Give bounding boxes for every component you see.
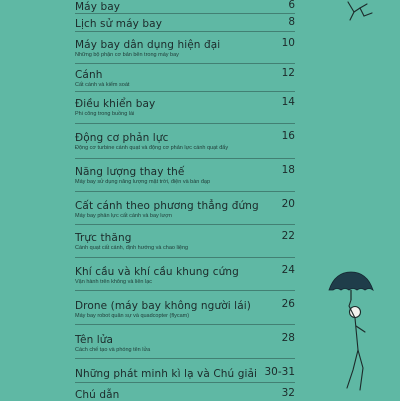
- entry-subtitle: Cách chế tạo và phóng tên lửa: [75, 347, 151, 353]
- entry-subtitle: Máy bay robot quân sự và quadcopter (flycam): [75, 313, 190, 319]
- toc-entry[interactable]: [75, 332, 295, 354]
- entry-title: Drone (máy bay không người lái): [75, 300, 251, 312]
- entry-title: Lịch sử máy bay: [75, 18, 163, 30]
- entry-page-number: 10: [281, 37, 295, 49]
- toc-entry[interactable]: [75, 366, 295, 378]
- entry-page-number: 32: [281, 387, 295, 399]
- toc-entry[interactable]: [75, 67, 295, 89]
- entry-page-number: 6: [288, 0, 295, 11]
- entry-page-number: 16: [281, 130, 295, 142]
- toc-entry[interactable]: [75, 387, 295, 399]
- entry-subtitle: Vận hành trên không và liên lạc: [75, 279, 153, 285]
- divider: [75, 382, 295, 383]
- divider: [75, 324, 295, 325]
- entry-title: Những phát minh kì lạ và Chú giải: [75, 368, 258, 380]
- divider: [75, 257, 295, 258]
- divider: [75, 290, 295, 291]
- stick-figure-falling-icon: [338, 0, 378, 26]
- entry-page-number: 22: [281, 230, 295, 242]
- entry-page-number: 18: [281, 164, 295, 176]
- table-of-contents: [75, 0, 295, 400]
- toc-entry[interactable]: [75, 0, 295, 11]
- toc-entry[interactable]: [75, 16, 295, 28]
- entry-subtitle: Động cơ turbine cánh quạt và động cơ phản lực cánh quạt đẩy: [75, 145, 229, 151]
- entry-title: Cánh: [75, 69, 103, 81]
- entry-title: Năng lượng thay thế: [75, 166, 185, 178]
- divider: [75, 158, 295, 159]
- toc-entry[interactable]: [75, 37, 295, 59]
- entry-subtitle: Phi công trong buồng lái: [75, 111, 135, 117]
- entry-subtitle: Máy bay sử dụng năng lượng mặt trời, điện và bàn đạp: [75, 179, 211, 185]
- entry-title: Máy bay dân dụng hiện đại: [75, 39, 221, 51]
- entry-page-number: 8: [288, 16, 295, 28]
- divider: [75, 31, 295, 32]
- stick-figure-umbrella-icon: [325, 270, 380, 400]
- entry-page-number: 26: [281, 298, 295, 310]
- divider: [75, 13, 295, 14]
- entry-page-number: 12: [281, 67, 295, 79]
- divider: [75, 91, 295, 92]
- entry-title: Trực thăng: [75, 232, 132, 244]
- toc-entry[interactable]: [75, 298, 295, 320]
- entry-page-number: 14: [281, 96, 295, 108]
- entry-title: Điều khiển bay: [75, 98, 156, 110]
- entry-page-number: 20: [281, 198, 295, 210]
- divider: [75, 191, 295, 192]
- divider: [75, 224, 295, 225]
- toc-entry[interactable]: [75, 96, 295, 118]
- entry-title: Động cơ phản lực: [75, 132, 169, 144]
- entry-page-number: 28: [281, 332, 295, 344]
- toc-entry[interactable]: [75, 164, 295, 186]
- entry-title: Khí cầu và khí cầu khung cứng: [75, 266, 239, 278]
- toc-entry[interactable]: [75, 230, 295, 252]
- entry-title: Máy bay: [75, 1, 121, 13]
- entry-subtitle: Những bộ phận cơ bản bên trong máy bay: [75, 52, 179, 58]
- entry-subtitle: Cất cánh và kiểm soát: [75, 82, 130, 88]
- entry-title: Chú dẫn: [75, 389, 120, 401]
- divider: [75, 123, 295, 124]
- entry-title: Cất cánh theo phương thẳng đứng: [75, 200, 259, 212]
- entry-subtitle: Máy bay phản lực cất cánh và bay lượn: [75, 213, 172, 219]
- toc-entry[interactable]: [75, 198, 295, 220]
- divider: [75, 358, 295, 359]
- divider: [75, 63, 295, 64]
- entry-subtitle: Cánh quạt cất cánh, định hướng và chao liệng: [75, 245, 189, 251]
- toc-entry[interactable]: [75, 130, 295, 152]
- entry-title: Tên lửa: [75, 334, 114, 346]
- toc-entry[interactable]: [75, 264, 295, 286]
- entry-page-number: 30-31: [264, 366, 295, 378]
- entry-page-number: 24: [281, 264, 295, 276]
